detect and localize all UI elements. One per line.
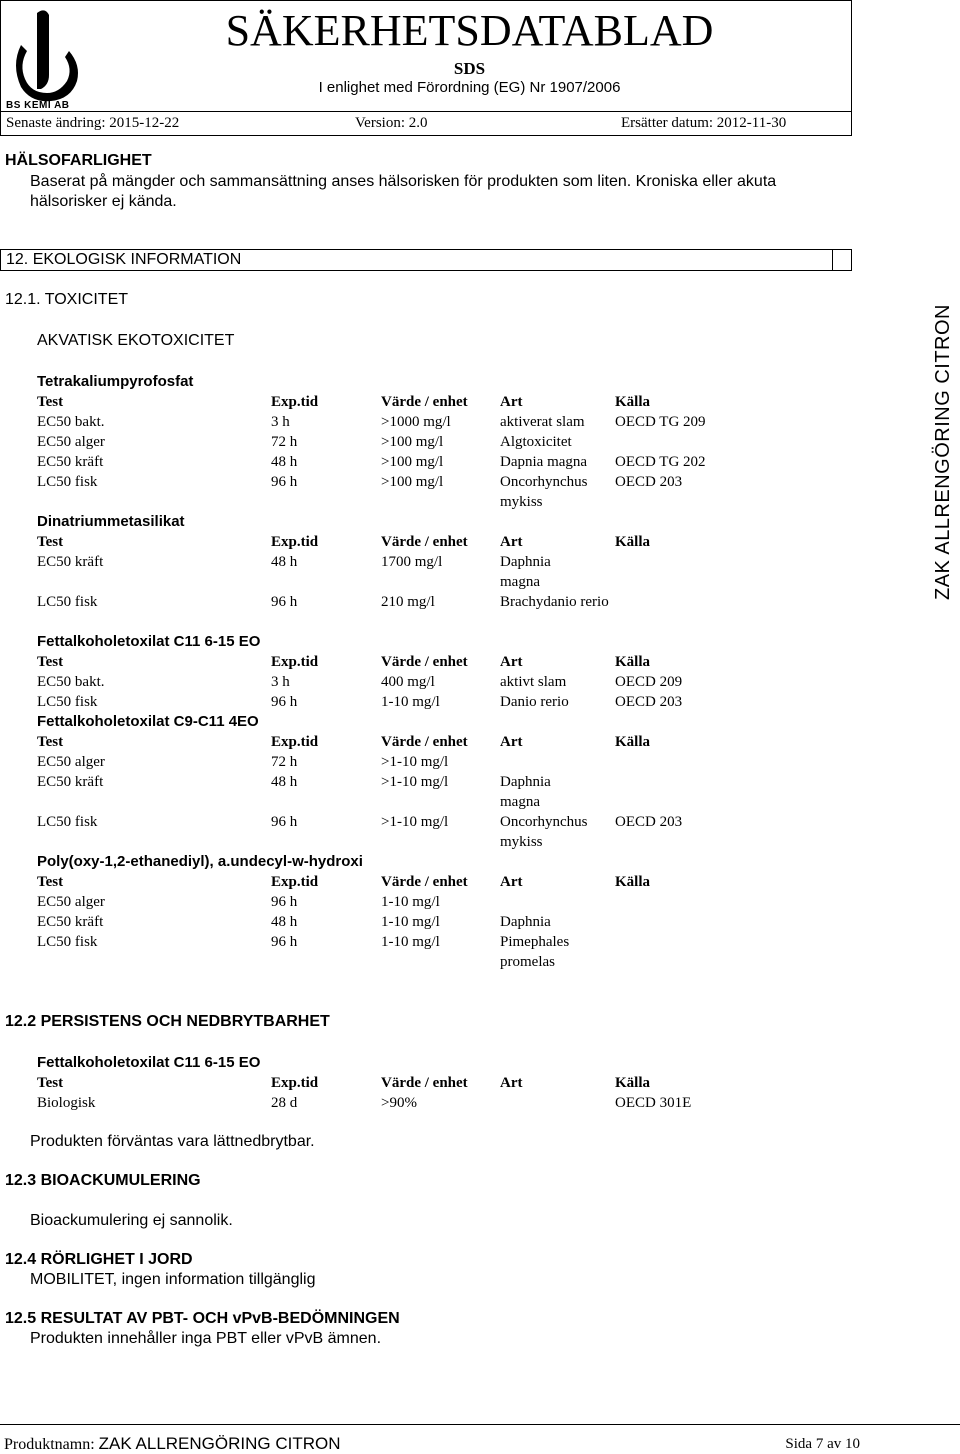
cell-species: Daphnia	[500, 914, 551, 930]
footer-product	[4, 1434, 341, 1454]
cell-source: OECD 203	[615, 474, 683, 490]
cell-exp-time: 96 h	[271, 934, 298, 950]
table-row	[37, 452, 777, 472]
cell-exp-time: 96 h	[271, 814, 298, 830]
col-exp-time: Exp.tid	[271, 1075, 319, 1091]
cell-source: OECD 301E	[615, 1095, 692, 1111]
cell-source: OECD TG 209	[615, 414, 706, 430]
cell-value: >100 mg/l	[381, 434, 444, 450]
col-test: Test	[37, 1075, 64, 1091]
cell-exp-time: 28 d	[271, 1095, 298, 1111]
col-species: Art	[500, 874, 523, 890]
col-source: Källa	[615, 734, 651, 750]
cell-value: >1-10 mg/l	[381, 814, 449, 830]
cell-species: Daphnia magna	[500, 774, 551, 810]
col-source: Källa	[615, 1075, 651, 1091]
cell-value: >1-10 mg/l	[381, 774, 449, 790]
col-value: Värde / enhet	[381, 734, 468, 750]
col-exp-time: Exp.tid	[271, 654, 319, 670]
cell-species: aktivt slam	[500, 674, 567, 690]
col-test: Test	[37, 394, 64, 410]
health-heading: HÄLSOFARLIGHET	[5, 152, 152, 169]
col-exp-time: Exp.tid	[271, 534, 319, 550]
col-value: Värde / enhet	[381, 394, 468, 410]
cell-exp-time: 96 h	[271, 474, 298, 490]
col-species: Art	[500, 1075, 523, 1091]
col-exp-time: Exp.tid	[271, 734, 319, 750]
table-header-row	[37, 872, 777, 892]
replaces-date: Ersätter datum: 2012-11-30	[621, 115, 787, 131]
table-row	[37, 812, 777, 852]
cell-exp-time: 48 h	[271, 914, 298, 930]
cell-test: EC50 bakt.	[37, 414, 105, 430]
cell-value: 400 mg/l	[381, 674, 435, 690]
cell-exp-time: 48 h	[271, 454, 298, 470]
cell-species: aktiverat slam	[500, 414, 585, 430]
cell-test: EC50 alger	[37, 434, 105, 450]
cell-value: 1-10 mg/l	[381, 914, 440, 930]
table-row	[37, 552, 777, 592]
cell-value: >1000 mg/l	[381, 414, 451, 430]
col-test: Test	[37, 734, 64, 750]
cell-exp-time: 3 h	[271, 674, 290, 690]
cell-species: Dapnia magna	[500, 454, 588, 470]
bioaccumulation-heading: 12.3 BIOACKUMULERING	[5, 1172, 201, 1189]
page-number: Sida 7 av 10	[785, 1436, 860, 1452]
cell-test: LC50 fisk	[37, 594, 98, 610]
document-type: SDS	[453, 59, 486, 78]
table-header-row	[37, 532, 777, 552]
cell-value: >90%	[381, 1095, 417, 1111]
cell-test: EC50 alger	[37, 894, 105, 910]
cell-species: Algtoxicitet	[500, 434, 572, 450]
persistence-note: Produkten förväntas vara lättnedbrytbar.	[30, 1133, 315, 1150]
cell-exp-time: 72 h	[271, 434, 298, 450]
substance-name: Fettalkoholetoxilat C11 6-15 EO	[37, 633, 261, 650]
cell-test: EC50 bakt.	[37, 674, 105, 690]
footer-product-label: Produktnamn:	[4, 1436, 95, 1453]
cell-value: >1-10 mg/l	[381, 754, 449, 770]
cell-species: Oncorhynchus mykiss	[500, 814, 588, 850]
table-row	[37, 752, 777, 772]
col-value: Värde / enhet	[381, 1075, 468, 1091]
substance-name: Fettalkoholetoxilat C9-C11 4EO	[37, 713, 259, 730]
substance-name: Dinatriummetasilikat	[37, 513, 185, 530]
company-logo	[7, 5, 83, 109]
cell-exp-time: 72 h	[271, 754, 298, 770]
col-source: Källa	[615, 654, 651, 670]
table-row	[37, 692, 777, 712]
cell-test: EC50 alger	[37, 754, 105, 770]
persistence-heading: 12.2 PERSISTENS OCH NEDBRYTBARHET	[5, 1013, 330, 1030]
table-row	[37, 912, 777, 932]
table-row	[37, 472, 777, 512]
cell-test: EC50 kräft	[37, 774, 104, 790]
revision-info-row	[0, 111, 852, 136]
cell-test: LC50 fisk	[37, 934, 98, 950]
cell-test: LC50 fisk	[37, 694, 98, 710]
col-test: Test	[37, 534, 64, 550]
cell-test: Biologisk	[37, 1095, 96, 1111]
cell-source: OECD TG 202	[615, 454, 706, 470]
cell-exp-time: 96 h	[271, 894, 298, 910]
footer-product-name: ZAK ALLRENGÖRING CITRON	[98, 1434, 341, 1453]
cell-exp-time: 96 h	[271, 694, 298, 710]
cell-exp-time: 3 h	[271, 414, 290, 430]
cell-value: 1-10 mg/l	[381, 694, 440, 710]
section-12-bar	[0, 249, 852, 271]
version-label: Version: 2.0	[355, 115, 428, 131]
section-12-heading: 12. EKOLOGISK INFORMATION	[6, 251, 242, 268]
table-row	[37, 672, 777, 692]
cell-test: LC50 fisk	[37, 814, 98, 830]
health-text-line2: hälsorisker ej kända.	[30, 193, 177, 210]
aquatic-ecotoxicity-heading: AKVATISK EKOTOXICITET	[37, 332, 235, 349]
substance-name: Tetrakaliumpyrofosfat	[37, 373, 194, 390]
cell-exp-time: 48 h	[271, 554, 298, 570]
cell-value: >100 mg/l	[381, 474, 444, 490]
toxicity-heading: 12.1. TOXICITET	[5, 291, 129, 308]
mobility-text: MOBILITET, ingen information tillgänglig	[30, 1271, 316, 1288]
col-source: Källa	[615, 394, 651, 410]
cell-value: 1-10 mg/l	[381, 934, 440, 950]
cell-test: EC50 kräft	[37, 914, 104, 930]
health-text-line1: Baserat på mängder och sammansättning anses hälsorisken för produkten som liten. Kroniska eller akuta	[30, 173, 777, 190]
pbt-text: Produkten innehåller inga PBT eller vPvB ämnen.	[30, 1330, 382, 1347]
cell-species: Danio rerio	[500, 694, 569, 710]
table-row	[37, 772, 777, 812]
side-product-label: ZAK ALLRENGÖRING CITRON	[932, 304, 954, 600]
cell-source: OECD 209	[615, 674, 683, 690]
table-header-row	[37, 652, 777, 672]
cell-source: OECD 203	[615, 814, 683, 830]
cell-value: 1-10 mg/l	[381, 894, 440, 910]
table-header-row	[37, 1073, 777, 1093]
col-species: Art	[500, 394, 523, 410]
table-row	[37, 892, 777, 912]
mobility-heading: 12.4 RÖRLIGHET I JORD	[5, 1251, 193, 1268]
table-row	[37, 592, 777, 632]
cell-value: 210 mg/l	[381, 594, 435, 610]
regulation-reference: I enlighet med Förordning (EG) Nr 1907/2006	[318, 79, 621, 96]
substance-name: Poly(oxy-1,2-ethanediyl), a.undecyl-w-hydroxi	[37, 853, 363, 870]
col-species: Art	[500, 654, 523, 670]
cell-test: EC50 kräft	[37, 554, 104, 570]
cell-test: EC50 kräft	[37, 454, 104, 470]
col-test: Test	[37, 874, 64, 890]
table-row	[37, 432, 777, 452]
section-bar-cell	[832, 250, 851, 270]
col-species: Art	[500, 734, 523, 750]
footer-divider	[0, 1424, 960, 1425]
last-change-date: Senaste ändring: 2015-12-22	[6, 115, 180, 131]
pbt-heading: 12.5 RESULTAT AV PBT- OCH vPvB-BEDÖMNINGEN	[5, 1310, 400, 1327]
cell-value: >100 mg/l	[381, 454, 444, 470]
col-exp-time: Exp.tid	[271, 394, 319, 410]
table-row	[37, 932, 777, 972]
table-header-row	[37, 392, 777, 412]
cell-test: LC50 fisk	[37, 474, 98, 490]
table-header-row	[37, 732, 777, 752]
header-box	[0, 0, 852, 111]
document-title: SÄKERHETSDATABLAD	[225, 6, 714, 55]
col-value: Värde / enhet	[381, 654, 468, 670]
table-row	[37, 1093, 777, 1113]
table-row	[37, 412, 777, 432]
col-source: Källa	[615, 874, 651, 890]
col-species: Art	[500, 534, 523, 550]
substance-name: Fettalkoholetoxilat C11 6-15 EO	[37, 1054, 261, 1071]
cell-species: Pimephales promelas	[500, 934, 570, 970]
cell-species: Brachydanio rerio	[500, 594, 609, 610]
col-exp-time: Exp.tid	[271, 874, 319, 890]
col-value: Värde / enhet	[381, 534, 468, 550]
bioaccumulation-text: Bioackumulering ej sannolik.	[30, 1212, 233, 1229]
cell-exp-time: 96 h	[271, 594, 298, 610]
cell-species: Oncorhynchus mykiss	[500, 474, 588, 510]
col-test: Test	[37, 654, 64, 670]
cell-source: OECD 203	[615, 694, 683, 710]
cell-value: 1700 mg/l	[381, 554, 443, 570]
cell-species: Daphnia magna	[500, 554, 551, 590]
col-source: Källa	[615, 534, 651, 550]
col-value: Värde / enhet	[381, 874, 468, 890]
cell-exp-time: 48 h	[271, 774, 298, 790]
logo-caption: BS KEMI AB	[6, 100, 70, 111]
